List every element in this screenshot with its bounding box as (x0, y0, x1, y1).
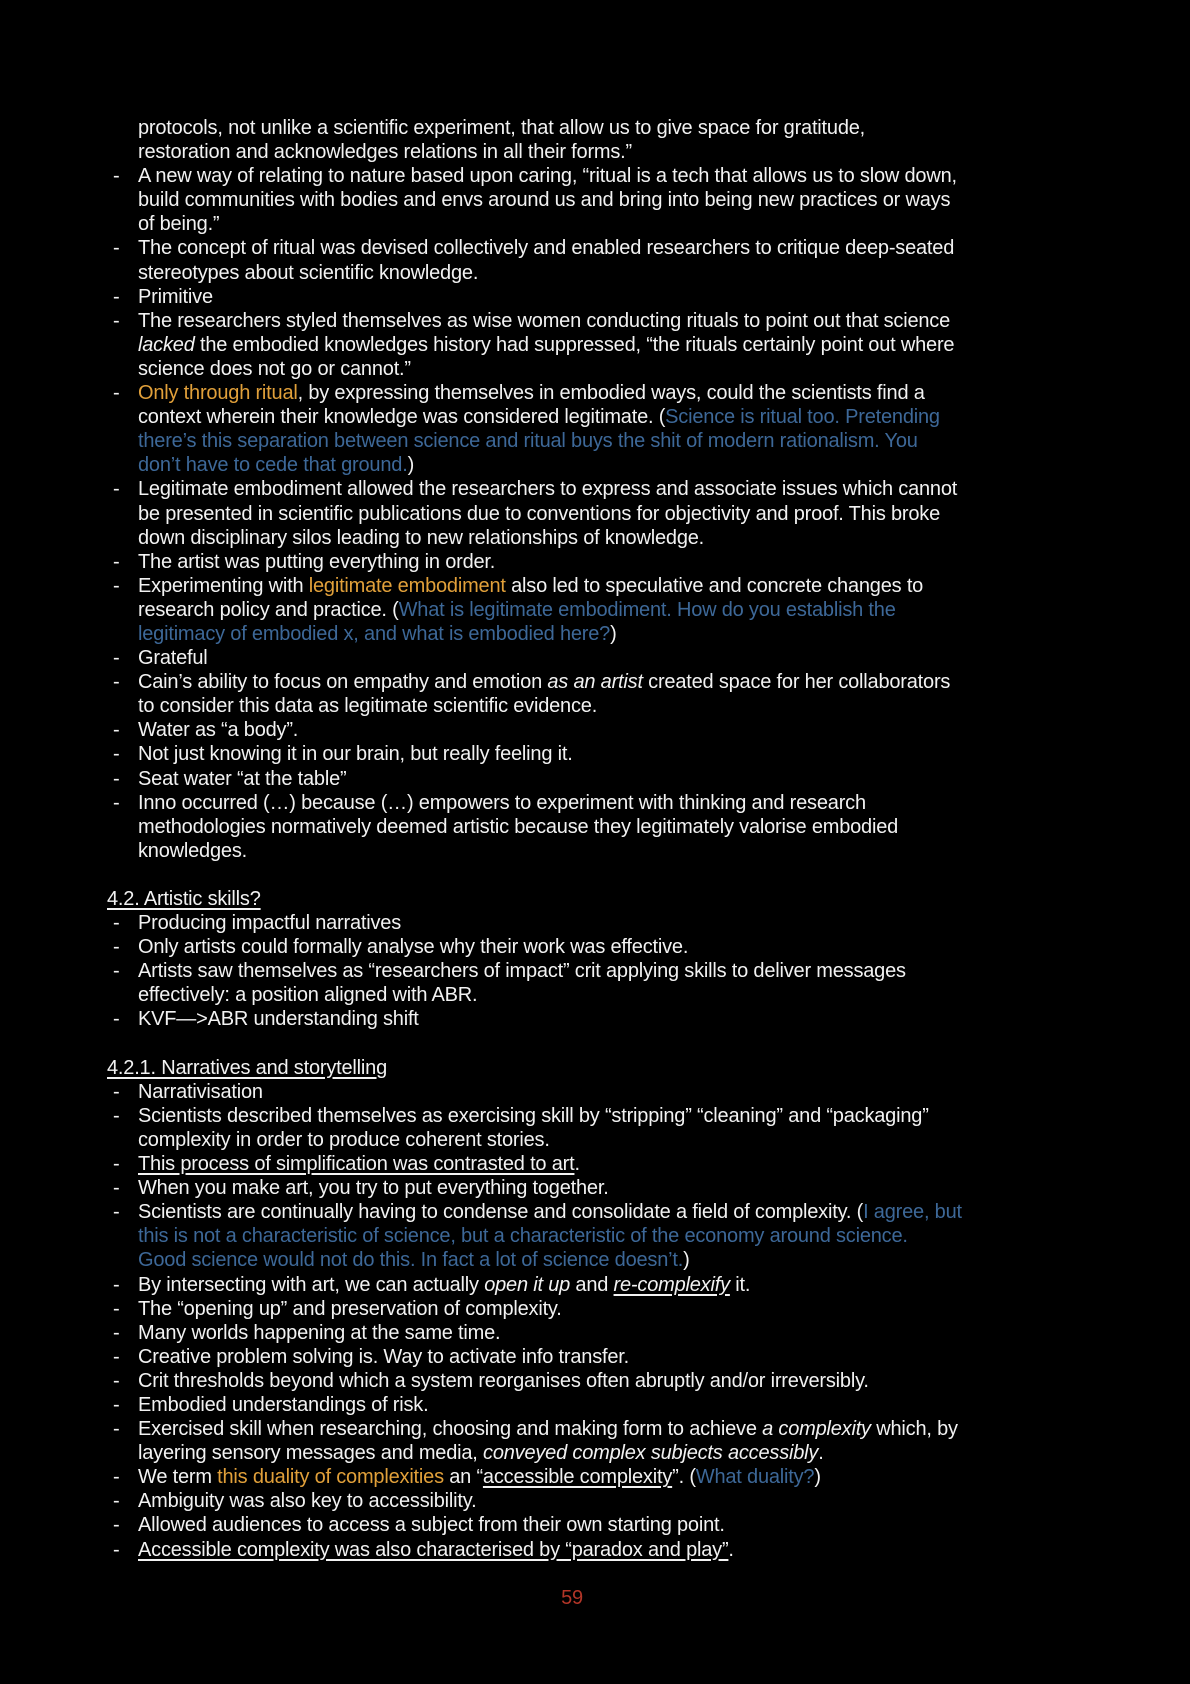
text-segment: this duality of complexities (217, 1466, 444, 1489)
bullet-dash: - (113, 767, 120, 790)
continuation-line (107, 815, 1037, 839)
bullet-line (107, 1080, 1037, 1104)
bullet-dash: - (113, 1490, 120, 1513)
bullet-dash: - (113, 382, 120, 405)
bullet-line (107, 670, 1037, 694)
bullet-line (107, 767, 1037, 791)
page-number: 59 (561, 1586, 583, 1609)
bullet-dash: - (113, 719, 120, 742)
bullet-dash: - (113, 936, 120, 959)
text-segment: it. (729, 1273, 751, 1296)
text-segment: Science is ritual too. Pretending (665, 406, 940, 429)
continuation-line (107, 212, 1037, 236)
text-segment: Ambiguity was also key to accessibility. (138, 1490, 477, 1513)
continuation-line (107, 1128, 1037, 1152)
bullet-line (107, 1152, 1037, 1176)
text-segment: also led to speculative and concrete changes to (505, 574, 924, 597)
text-segment: ) (814, 1466, 821, 1489)
text-segment: Accessible complexity was also characterised by “paradox and play” (138, 1538, 729, 1561)
bullet-dash: - (113, 309, 120, 332)
text-segment: there’s this separation between science and ritual buys the shit of modern rationalism. You (138, 430, 918, 453)
text-segment: conveyed complex subjects accessibly (483, 1442, 819, 1465)
section-heading (107, 1056, 1037, 1080)
text-segment: Narrativisation (138, 1080, 263, 1103)
text-segment: . (728, 1538, 734, 1561)
text-segment: ) (610, 622, 617, 645)
text-segment: Seat water “at the table” (138, 767, 347, 790)
continuation-line (107, 1224, 1037, 1248)
text-segment: be presented in scientific publications due to conventions for objectivity and proof. This broke (138, 502, 941, 525)
text-segment: Good science would not do this. In fact a lot of science doesn’t. (138, 1249, 684, 1272)
text-segment: Water as “a body”. (138, 719, 299, 742)
text-segment: A new way of relating to nature based upon caring, “ritual is a tech that allows us to slow down, (138, 165, 957, 188)
text-segment: an “ (443, 1466, 483, 1489)
bullet-dash: - (113, 1418, 120, 1441)
bullet-dash: - (113, 1538, 120, 1561)
text-segment: lacked (138, 333, 195, 356)
bullet-line (107, 1393, 1037, 1417)
text-segment: science does not go or cannot.” (138, 357, 411, 380)
text-segment: and (570, 1273, 614, 1296)
text-segment: The artist was putting everything in order. (138, 550, 496, 573)
text-segment: ) (683, 1249, 690, 1272)
bullet-dash: - (113, 237, 120, 260)
bullet-line (107, 236, 1037, 260)
text-segment: Crit thresholds beyond which a system reorganises often abruptly and/or irreversibly. (138, 1369, 869, 1392)
text-segment: don’t have to cede that ground. (138, 454, 408, 477)
text-segment: methodologies normatively deemed artistic because they legitimately valorise embodied (138, 815, 899, 838)
text-segment: , by expressing themselves in embodied ways, could the scientists find a (297, 382, 925, 405)
bullet-line (107, 477, 1037, 501)
text-segment: as an artist (547, 671, 643, 694)
bullet-line (107, 742, 1037, 766)
continuation-line (107, 405, 1037, 429)
text-segment: Exercised skill when researching, choosing and making form to achieve (138, 1418, 763, 1441)
continuation-line (107, 1441, 1037, 1465)
text-segment: Scientists described themselves as exercising skill by “stripping” “cleaning” and “packaging” (138, 1104, 929, 1127)
bullet-dash: - (113, 1080, 120, 1103)
text-segment: research policy and practice. ( (138, 598, 399, 621)
continuation-line (107, 429, 1037, 453)
text-segment: This process of simplification was contrasted to art (138, 1153, 575, 1176)
text-segment: accessible complexity (482, 1466, 673, 1489)
bullet-line (107, 1200, 1037, 1224)
text-segment: Many worlds happening at the same time. (138, 1321, 501, 1344)
continuation-line (107, 622, 1037, 646)
bullet-line (107, 935, 1037, 959)
bullet-line (107, 1345, 1037, 1369)
text-segment: Embodied understandings of risk. (138, 1393, 429, 1416)
text-segment: legitimate embodiment (308, 574, 506, 597)
text-segment: Grateful (138, 647, 208, 670)
bullet-line (107, 1417, 1037, 1441)
bullet-line (107, 1465, 1037, 1489)
text-segment: stereotypes about scientific knowledge. (138, 261, 479, 284)
continuation-line (107, 839, 1037, 863)
continuation-line (107, 188, 1037, 212)
bullet-dash: - (113, 574, 120, 597)
text-segment: layering sensory messages and media, (138, 1442, 484, 1465)
text-segment: effectively: a position aligned with ABR. (138, 984, 478, 1007)
blank-line (107, 863, 1037, 887)
text-segment: context wherein their knowledge was considered legitimate. ( (138, 406, 666, 429)
bullet-line (107, 1321, 1037, 1345)
bullet-dash: - (113, 1466, 120, 1489)
bullet-dash: - (113, 285, 120, 308)
bullet-dash: - (113, 791, 120, 814)
text-segment: created space for her collaborators (642, 671, 951, 694)
bullet-dash: - (113, 478, 120, 501)
notes-page-text-block (107, 116, 1037, 1610)
bullet-dash: - (113, 1393, 120, 1416)
continuation-line (107, 261, 1037, 285)
bullet-dash: - (113, 1153, 120, 1176)
text-segment: Legitimate embodiment allowed the researchers to express and associate issues which cannot (138, 478, 958, 501)
bullet-dash: - (113, 743, 120, 766)
continuation-line (107, 502, 1037, 526)
text-segment: restoration and acknowledges relations in all their forms.” (138, 141, 633, 164)
text-segment: protocols, not unlike a scientific experiment, that allow us to give space for gratitude, (138, 117, 866, 139)
text-segment: Only artists could formally analyse why their work was effective. (138, 936, 689, 959)
text-segment: 4.2. Artistic skills? (107, 888, 261, 910)
text-segment: build communities with bodies and envs around us and bring into being new practices or ways (138, 189, 951, 212)
text-segment: Producing impactful narratives (138, 912, 402, 935)
bullet-line (107, 1489, 1037, 1513)
text-segment: I agree, but (863, 1201, 962, 1224)
bullet-dash: - (113, 165, 120, 188)
bullet-dash: - (113, 1514, 120, 1537)
text-segment: a complexity (762, 1418, 871, 1441)
text-segment: We term (138, 1466, 218, 1489)
bullet-line (107, 959, 1037, 983)
bullet-line (107, 1176, 1037, 1200)
bullet-dash: - (113, 1321, 120, 1344)
continuation-line (107, 694, 1037, 718)
bullet-line (107, 791, 1037, 815)
text-segment: to consider this data as legitimate scientific evidence. (138, 695, 598, 718)
bullet-dash: - (113, 1297, 120, 1320)
text-segment: which, by (870, 1418, 958, 1441)
text-segment: Only through ritual (138, 382, 298, 405)
text-segment: Experimenting with (138, 574, 309, 597)
text-segment: the embodied knowledges history had suppressed, “the rituals certainly point out where (194, 333, 955, 356)
text-segment: Cain’s ability to focus on empathy and emotion (138, 671, 548, 694)
text-segment: When you make art, you try to put everything together. (138, 1177, 609, 1200)
bullet-line (107, 1007, 1037, 1031)
text-segment: The researchers styled themselves as wise women conducting rituals to point out that science (138, 309, 951, 332)
section-heading (107, 887, 1037, 911)
bullet-line (107, 1513, 1037, 1537)
text-segment: ”. ( (672, 1466, 696, 1489)
bullet-line (107, 911, 1037, 935)
text-segment: re-complexify (613, 1273, 730, 1296)
text-segment: ) (407, 454, 415, 477)
text-segment: Inno occurred (…) because (…) empowers to experiment with thinking and research (138, 791, 866, 814)
text-segment: of being.” (138, 213, 220, 236)
text-segment: What duality? (695, 1466, 815, 1489)
text-segment: By intersecting with art, we can actually (138, 1273, 485, 1296)
bullet-dash: - (113, 1104, 120, 1127)
continuation-line (107, 526, 1037, 550)
bullet-dash: - (113, 1008, 120, 1031)
bullet-dash: - (113, 1201, 120, 1224)
text-segment: Not just knowing it in our brain, but really feeling it. (138, 743, 573, 766)
text-segment: knowledges. (138, 839, 247, 862)
bullet-line (107, 646, 1037, 670)
bullet-line (107, 1369, 1037, 1393)
bullet-dash: - (113, 1177, 120, 1200)
bullet-dash: - (113, 1345, 120, 1368)
text-segment: this is not a characteristic of science, but a characteristic of the economy around science. (138, 1225, 908, 1248)
bullet-dash: - (113, 1273, 120, 1296)
bullet-line (107, 1104, 1037, 1128)
text-segment: The “opening up” and preservation of complexity. (138, 1297, 562, 1320)
text-segment: . (818, 1442, 824, 1465)
text-segment: down disciplinary silos leading to new relationships of knowledge. (138, 526, 705, 549)
continuation-line (107, 357, 1037, 381)
bullet-line (107, 550, 1037, 574)
text-segment: Primitive (138, 285, 213, 308)
bullet-line (107, 381, 1037, 405)
bullet-line (107, 574, 1037, 598)
bullet-dash: - (113, 912, 120, 935)
bullet-dash: - (113, 671, 120, 694)
text-segment: Allowed audiences to access a subject from their own starting point. (138, 1514, 725, 1537)
bullet-line (107, 285, 1037, 309)
bullet-dash: - (113, 550, 120, 573)
continuation-line (107, 983, 1037, 1007)
continuation-line (107, 453, 1037, 477)
continuation-line (107, 333, 1037, 357)
blank-line (107, 1032, 1037, 1056)
bullet-dash: - (113, 647, 120, 670)
text-segment: complexity in order to produce coherent stories. (138, 1128, 550, 1151)
continuation-line (107, 598, 1037, 622)
text-segment: 4.2.1. Narratives and storytelling (107, 1056, 388, 1079)
continuation-line (107, 116, 1037, 140)
bullet-line (107, 1273, 1037, 1297)
bullet-dash: - (113, 960, 120, 983)
text-segment: What is legitimate embodiment. How do you establish the (398, 598, 896, 621)
text-segment: Creative problem solving is. Way to activate info transfer. (138, 1345, 630, 1368)
text-segment: KVF—>ABR understanding shift (138, 1008, 419, 1031)
bullet-dash: - (113, 1369, 120, 1392)
bullet-line (107, 718, 1037, 742)
bullet-line (107, 309, 1037, 333)
bullet-line (107, 1538, 1037, 1562)
bullet-line (107, 164, 1037, 188)
continuation-line (107, 1248, 1037, 1272)
text-segment: Scientists are continually having to condense and consolidate a field of complexity. ( (138, 1201, 864, 1224)
continuation-line (107, 140, 1037, 164)
text-segment: legitimacy of embodied x, and what is embodied here? (138, 622, 611, 645)
text-segment: The concept of ritual was devised collectively and enabled researchers to critique deep-seated (138, 237, 955, 260)
text-segment: open it up (484, 1273, 571, 1296)
text-segment: Artists saw themselves as “researchers of impact” crit applying skills to deliver messages (138, 960, 906, 983)
text-segment: . (574, 1153, 580, 1176)
bullet-line (107, 1297, 1037, 1321)
